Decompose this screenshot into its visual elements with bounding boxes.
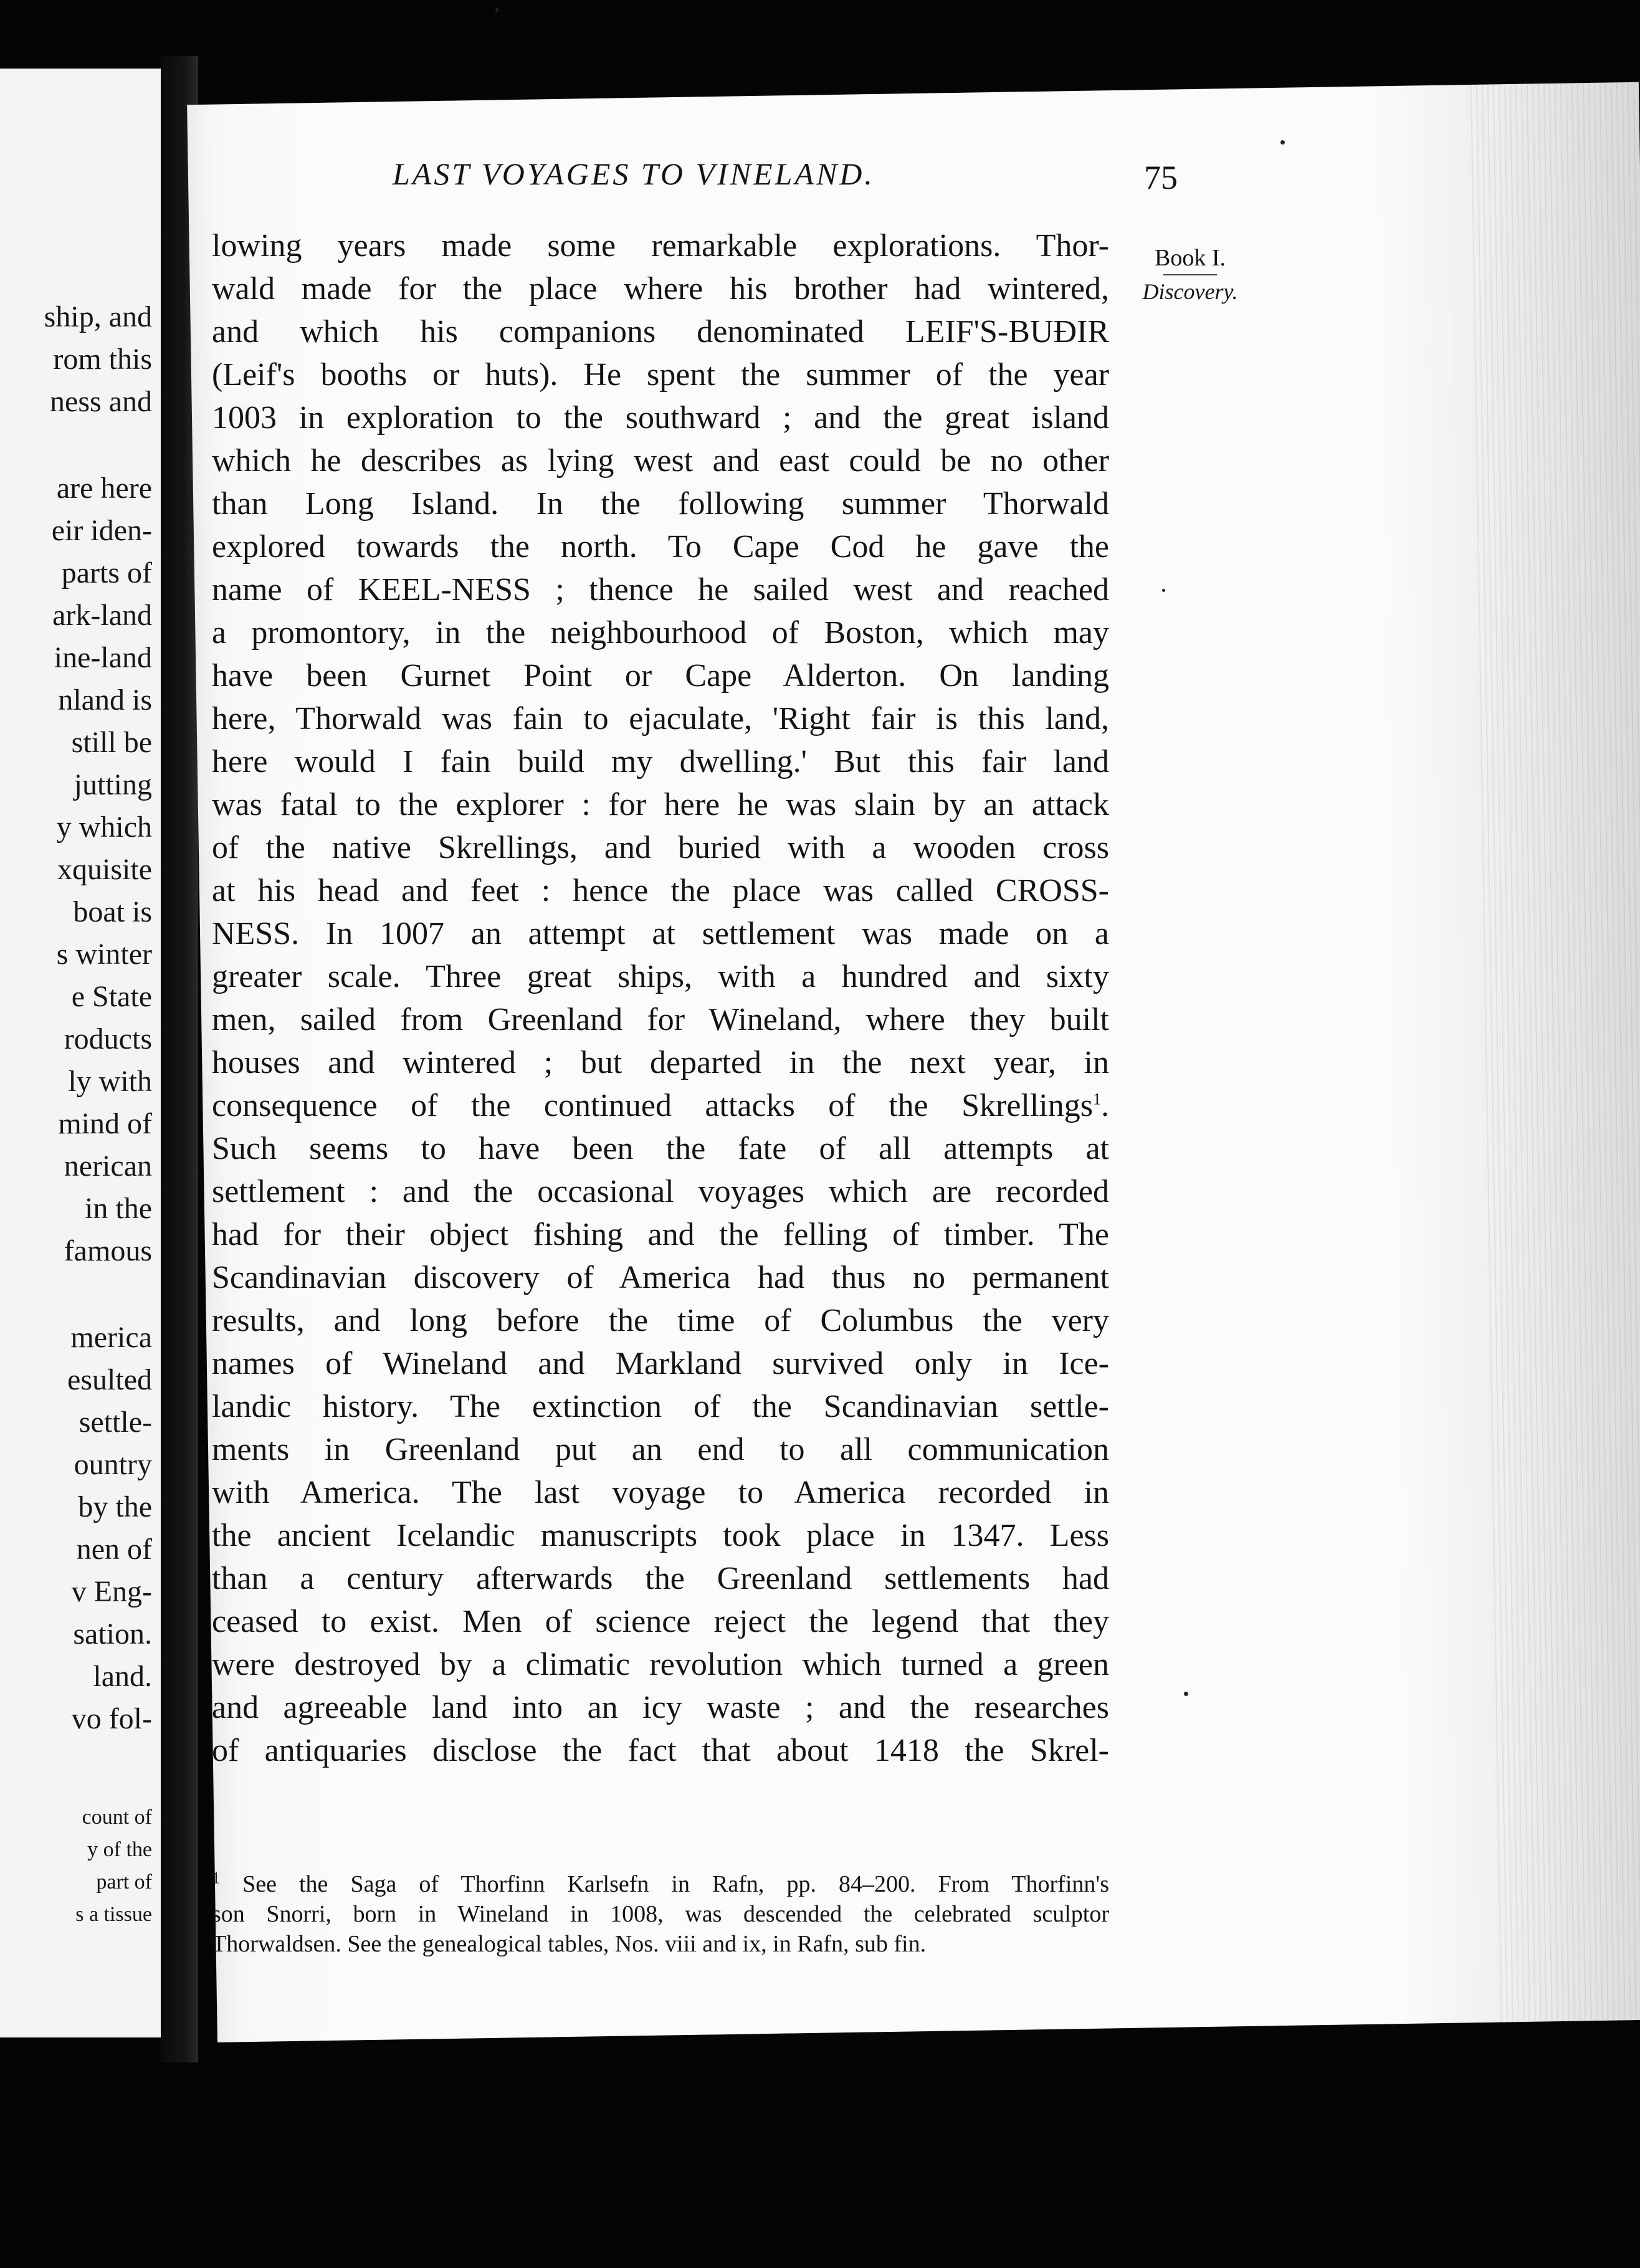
footnote-marker: 1 bbox=[212, 1869, 220, 1887]
running-head bbox=[206, 156, 1178, 206]
body-line: wald made for the place where his brother had wintered, bbox=[212, 271, 1109, 307]
body-line: lowing years made some remarkable explorations. Thor- bbox=[212, 228, 1109, 264]
scan-speck bbox=[1162, 589, 1165, 592]
body-line: name of KEEL-NESS ; thence he sailed west and reached bbox=[212, 572, 1109, 608]
body-line: Scandinavian discovery of America had thus no permanent bbox=[212, 1260, 1109, 1295]
body-text bbox=[212, 224, 1109, 1772]
marginal-rule bbox=[1163, 274, 1217, 275]
left-page-line: ark-land bbox=[52, 599, 152, 632]
page-edge-leaves bbox=[1471, 82, 1640, 2023]
body-line: settlement : and the occasional voyages which are recorded bbox=[212, 1174, 1109, 1209]
left-page-line: e State bbox=[71, 980, 152, 1013]
marginal-note bbox=[1128, 243, 1252, 305]
left-page-line: v Eng- bbox=[71, 1575, 152, 1608]
marginal-topic-label: Discovery. bbox=[1142, 279, 1238, 304]
left-page-line: in the bbox=[85, 1192, 152, 1225]
body-line: here would I fain build my dwelling.' But this fair land bbox=[212, 744, 1109, 779]
body-line: have been Gurnet Point or Cape Alderton. On landing bbox=[212, 658, 1109, 693]
body-line: a promontory, in the neighbourhood of Boston, which may bbox=[212, 615, 1109, 650]
left-page-line: sation. bbox=[73, 1618, 152, 1651]
body-line: consequence of the continued attacks of the Skrellings$^1$. bbox=[212, 1088, 1109, 1123]
left-page-line: famous bbox=[64, 1234, 152, 1267]
left-page-line: ly with bbox=[68, 1065, 152, 1098]
left-page-line: rom this bbox=[53, 343, 152, 376]
left-page-note-line: part of bbox=[96, 1870, 152, 1894]
scan-speck bbox=[1184, 1692, 1188, 1696]
body-line: here, Thorwald was fain to ejaculate, 'Right fair is this land, bbox=[212, 701, 1109, 736]
footnote-text: Thorwaldsen. See the genealogical tables, Nos. viii and ix, in Rafn, sub fin. bbox=[212, 1931, 927, 1957]
left-page-fragment bbox=[0, 69, 167, 2037]
body-line: Such seems to have been the fate of all attempts at bbox=[212, 1131, 1109, 1166]
left-page-note-line: y of the bbox=[87, 1838, 152, 1861]
left-page-note-line: s a tissue bbox=[75, 1903, 152, 1926]
body-line: at his head and feet : hence the place was called CROSS- bbox=[212, 873, 1109, 908]
footnote-line bbox=[212, 1899, 1109, 1929]
left-page-note-line: count of bbox=[82, 1806, 152, 1829]
left-page-line: esulted bbox=[67, 1363, 152, 1396]
body-line: which he describes as lying west and east could be no other bbox=[212, 443, 1109, 479]
body-line: greater scale. Three great ships, with a hundred and sixty bbox=[212, 959, 1109, 994]
body-line: landic history. The extinction of the Scandinavian settle- bbox=[212, 1389, 1109, 1424]
left-page-line: eir iden- bbox=[51, 514, 152, 547]
running-title: LAST VOYAGES TO VINELAND. bbox=[393, 156, 875, 191]
left-page-line: ine-land bbox=[54, 641, 152, 674]
left-page-line: are here bbox=[56, 472, 152, 505]
body-line: the ancient Icelandic manuscripts took place in 1347. Less bbox=[212, 1518, 1109, 1553]
left-page-line: ness and bbox=[50, 385, 152, 418]
left-page-line: mind of bbox=[58, 1107, 152, 1140]
left-page-line: boat is bbox=[73, 895, 152, 928]
left-page-line: nland is bbox=[58, 684, 152, 717]
left-page-line: ountry bbox=[74, 1448, 152, 1481]
body-line: were destroyed by a climatic revolution which turned a green bbox=[212, 1647, 1109, 1682]
body-line: had for their object fishing and the felling of timber. The bbox=[212, 1217, 1109, 1252]
left-page-line: by the bbox=[78, 1490, 152, 1523]
page-number: 75 bbox=[1144, 159, 1178, 196]
body-line: men, sailed from Greenland for Wineland, where they built bbox=[212, 1002, 1109, 1037]
scan-speck bbox=[495, 7, 498, 12]
body-line: and which his companions denominated LEIF'S-BUÐIR bbox=[212, 314, 1109, 350]
body-line: 1003 in exploration to the southward ; and the great island bbox=[212, 400, 1109, 436]
left-page-line: settle- bbox=[79, 1406, 152, 1439]
left-page-line: jutting bbox=[74, 768, 152, 801]
footnote-line bbox=[212, 1929, 1109, 1959]
body-line: than a century afterwards the Greenland settlements had bbox=[212, 1561, 1109, 1596]
body-line: with America. The last voyage to America recorded in bbox=[212, 1475, 1109, 1510]
body-line: was fatal to the explorer : for here he was slain by an attack bbox=[212, 787, 1109, 822]
marginal-book-label: Book I. bbox=[1155, 245, 1226, 271]
left-page-line: land. bbox=[93, 1660, 152, 1693]
left-page-line: s winter bbox=[56, 938, 152, 971]
body-line: ments in Greenland put an end to all communication bbox=[212, 1432, 1109, 1467]
body-line: (Leif's booths or huts). He spent the summer of the year bbox=[212, 357, 1109, 393]
scan-speck bbox=[1280, 140, 1285, 145]
body-line: of antiquaries disclose the fact that about 1418 the Skrel- bbox=[212, 1733, 1109, 1768]
left-page-line: merica bbox=[70, 1321, 152, 1354]
left-page-line: nen of bbox=[76, 1533, 152, 1566]
footnote-text: See the Saga of Thorfinn Karlsefn in Rafn, pp. 84–200. From Thorfinn's bbox=[242, 1871, 1110, 1897]
body-line: NESS. In 1007 an attempt at settlement was made on a bbox=[212, 916, 1109, 951]
body-line: names of Wineland and Markland survived only in Ice- bbox=[212, 1346, 1109, 1381]
footnote-line bbox=[212, 1869, 1109, 1899]
left-page-line: still be bbox=[71, 726, 152, 759]
left-page-line: xquisite bbox=[57, 853, 152, 886]
left-page-line: vo fol- bbox=[71, 1702, 152, 1735]
body-line: houses and wintered ; but departed in the next year, in bbox=[212, 1045, 1109, 1080]
footnote-text: son Snorri, born in Wineland in 1008, was descended the celebrated sculptor bbox=[212, 1901, 1109, 1927]
body-line: explored towards the north. To Cape Cod he gave the bbox=[212, 529, 1109, 565]
body-line: of the native Skrellings, and buried with a wooden cross bbox=[212, 830, 1109, 865]
body-line: ceased to exist. Men of science reject the legend that they bbox=[212, 1604, 1109, 1639]
left-page-line: ship, and bbox=[44, 300, 152, 333]
body-line: than Long Island. In the following summer Thorwald bbox=[212, 486, 1109, 522]
footnotes bbox=[212, 1869, 1109, 1959]
left-page-line: y which bbox=[56, 811, 152, 844]
left-page-line: roducts bbox=[64, 1022, 152, 1055]
left-page-line: nerican bbox=[64, 1150, 152, 1183]
left-page-line: parts of bbox=[61, 556, 152, 589]
body-line: and agreeable land into an icy waste ; and the researches bbox=[212, 1690, 1109, 1725]
body-line: results, and long before the time of Columbus the very bbox=[212, 1303, 1109, 1338]
footnote-reference: 1 bbox=[1093, 1090, 1101, 1108]
